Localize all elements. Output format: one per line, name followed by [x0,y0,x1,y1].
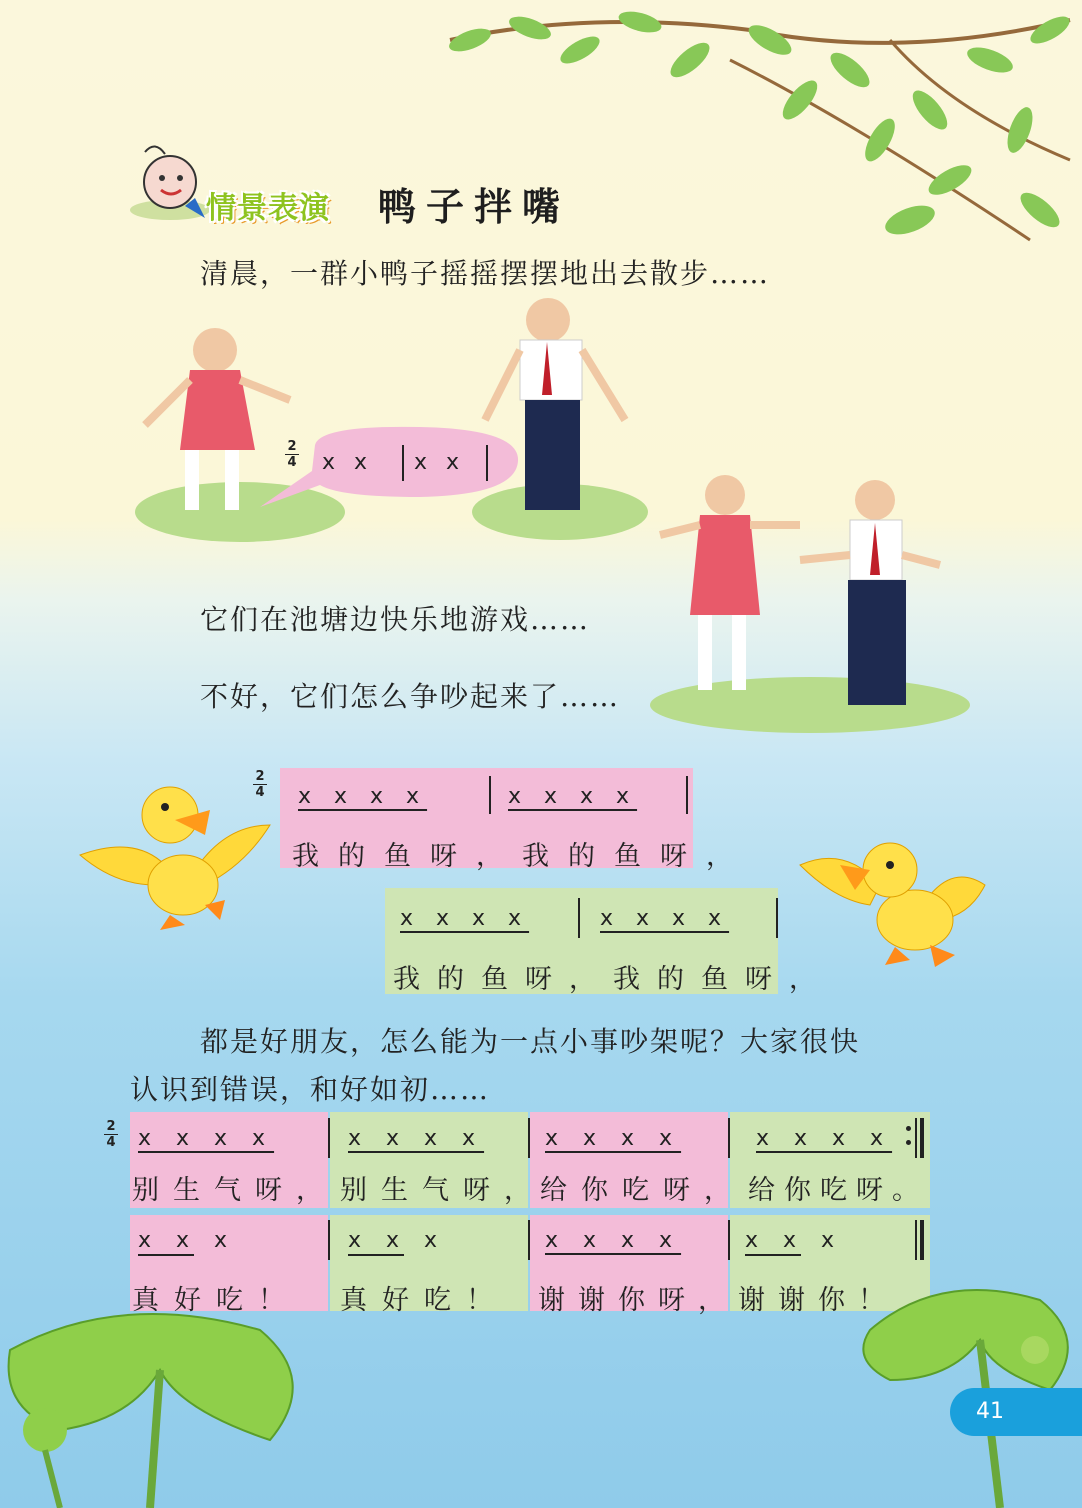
repeat-barline [920,1118,924,1158]
narration-line-1: 清晨，一群小鸭子摇摇摆摆地出去散步…… [200,257,771,290]
barline [578,898,580,938]
bubble-measure-2: x x [414,450,466,475]
lyric-line: 别生气呀， [340,1175,545,1206]
duck-illustration-right [795,825,995,975]
page-number-badge: 41 [950,1388,1082,1436]
rhythm-measure: x x x x [138,1126,275,1151]
barline [528,1220,530,1260]
lyric-line: 真好吃！ [132,1285,300,1316]
rhythm-measure: x x x [745,1228,844,1253]
time-signature: 2 4 [253,770,267,799]
lyric-line: 谢谢你！ [738,1285,898,1316]
rhythm-measure: x x x x [545,1126,682,1151]
rhythm-measure: x x x x [545,1228,682,1253]
repeat-dot [906,1140,911,1145]
barline [328,1118,330,1158]
page-title: 鸭子拌嘴 [378,184,571,229]
barline [486,445,488,481]
lyric-line: 谢谢你呀， [538,1285,738,1316]
rhythm-measure: x x x [348,1228,447,1253]
beam-underline [138,1254,194,1256]
barline [489,776,491,814]
lyric-line: 真好吃！ [340,1285,508,1316]
barline [528,1118,530,1158]
narration-line-2: 它们在池塘边快乐地游戏…… [200,603,591,636]
rhythm-measure: x x x [138,1228,237,1253]
lyric-line: 给你吃呀。 [748,1175,928,1206]
rhythm-measure: x x x x [400,906,530,931]
barline [686,776,688,814]
narration-paragraph-line-1: 都是好朋友，怎么能为一点小事吵架呢？大家很快 [200,1025,861,1058]
time-signature: 2 4 [285,440,299,469]
lyric-line: 给你吃呀， [540,1175,745,1206]
children-dancing-photo-2 [650,455,970,735]
barline [328,1220,330,1260]
rhythm-measure: x x x x [298,784,428,809]
duck-illustration-left [75,775,275,935]
lyric-line: 我的鱼呀，我的鱼呀， [292,841,752,872]
lyric-line: 别生气呀， [132,1175,337,1206]
mascot-icon [125,140,215,230]
narration-paragraph-line-2: 认识到错误，和好如初…… [130,1073,491,1106]
time-signature: 2 4 [104,1120,118,1149]
lotus-leaf-illustration-left [0,1290,330,1508]
final-barline [920,1220,924,1260]
lyric-line: 我的鱼呀，我的鱼呀， [393,964,833,995]
section-badge: 情景表演 [206,191,330,226]
bubble-measure-1: x x [322,450,374,475]
barline [402,445,404,481]
rhythm-measure: x x x x [508,784,638,809]
narration-line-3: 不好，它们怎么争吵起来了…… [200,680,621,713]
barline [915,1118,917,1158]
beam-underline [348,1254,404,1256]
repeat-dot [906,1126,911,1131]
speech-bubble [260,425,522,515]
barline [728,1220,730,1260]
rhythm-measure: x x x x [348,1126,485,1151]
rhythm-measure: x x x x [600,906,730,931]
barline [728,1118,730,1158]
rhythm-measure: x x x x [756,1126,893,1151]
barline [776,898,778,938]
beam-underline [745,1254,801,1256]
barline [915,1220,917,1260]
